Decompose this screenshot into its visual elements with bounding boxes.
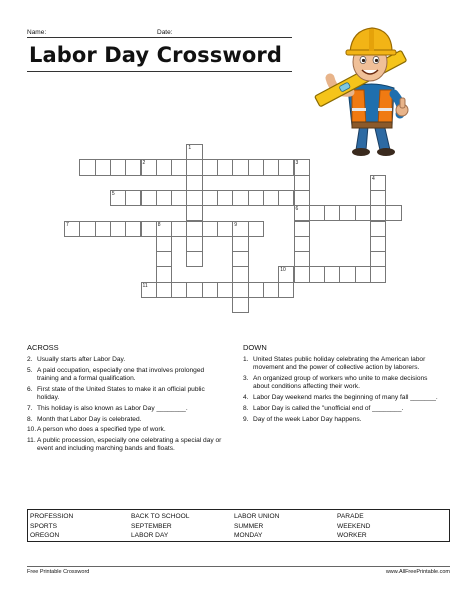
crossword-cell[interactable] bbox=[370, 251, 386, 267]
crossword-cell[interactable] bbox=[156, 251, 172, 267]
across-clue-text: This holiday is also known as Labor Day ________. bbox=[37, 404, 188, 412]
crossword-cell[interactable] bbox=[171, 159, 187, 175]
across-clue-number: 11. bbox=[27, 437, 36, 445]
word-bank-word: WEEKEND bbox=[337, 522, 371, 530]
crossword-cell[interactable] bbox=[232, 221, 248, 237]
crossword-cell[interactable] bbox=[217, 282, 233, 298]
down-clue bbox=[243, 394, 443, 402]
crossword-cell[interactable] bbox=[370, 175, 386, 191]
crossword-cell-number: 10 bbox=[280, 267, 286, 274]
word-bank-word: MONDAY bbox=[234, 532, 263, 540]
crossword-cell[interactable] bbox=[232, 190, 248, 206]
crossword-cell[interactable] bbox=[232, 266, 248, 282]
across-heading: ACROSS bbox=[27, 343, 59, 352]
crossword-cell[interactable] bbox=[202, 221, 218, 237]
crossword-cell[interactable] bbox=[248, 190, 264, 206]
down-clue-number: 9. bbox=[243, 415, 249, 423]
crossword-cell[interactable] bbox=[278, 282, 294, 298]
word-bank-word: OREGON bbox=[30, 532, 60, 540]
down-heading: DOWN bbox=[243, 343, 267, 352]
crossword-cell[interactable] bbox=[263, 282, 279, 298]
construction-worker-illustration bbox=[308, 22, 420, 158]
down-clue-text: Day of the week Labor Day happens. bbox=[253, 415, 362, 423]
crossword-cell-number: 5 bbox=[111, 190, 115, 197]
crossword-cell[interactable] bbox=[217, 159, 233, 175]
crossword-cell[interactable] bbox=[186, 205, 202, 221]
crossword-cell[interactable] bbox=[141, 282, 157, 298]
crossword-cell[interactable] bbox=[294, 266, 310, 282]
crossword-cell[interactable] bbox=[110, 159, 126, 175]
word-bank-word: LABOR DAY bbox=[131, 532, 169, 540]
crossword-cell[interactable] bbox=[171, 190, 187, 206]
crossword-cell[interactable] bbox=[370, 266, 386, 282]
crossword-cell[interactable] bbox=[156, 190, 172, 206]
word-bank-column bbox=[234, 512, 279, 541]
crossword-cell[interactable] bbox=[294, 205, 310, 221]
across-clue-number: 2. bbox=[27, 356, 33, 363]
crossword-cell[interactable] bbox=[232, 251, 248, 267]
crossword-cell[interactable] bbox=[232, 282, 248, 298]
crossword-cell[interactable] bbox=[232, 297, 248, 313]
crossword-cell-number: 9 bbox=[234, 221, 238, 228]
crossword-cell-number: 2 bbox=[142, 160, 146, 167]
crossword-cell[interactable] bbox=[125, 221, 141, 237]
crossword-cell[interactable] bbox=[110, 221, 126, 237]
across-clue bbox=[27, 437, 223, 453]
word-bank-word: SUMMER bbox=[234, 522, 264, 530]
down-clue-number: 3. bbox=[243, 375, 249, 382]
crossword-cell-number: 8 bbox=[157, 221, 161, 228]
down-clue bbox=[243, 375, 443, 391]
crossword-cell[interactable] bbox=[294, 221, 310, 237]
crossword-cell[interactable] bbox=[309, 266, 325, 282]
crossword-cell[interactable] bbox=[294, 175, 310, 191]
across-clue bbox=[27, 426, 223, 434]
crossword-cell[interactable] bbox=[186, 144, 202, 160]
crossword-cell[interactable] bbox=[248, 282, 264, 298]
crossword-cell[interactable] bbox=[79, 221, 95, 237]
down-clue bbox=[243, 416, 443, 424]
crossword-cell[interactable] bbox=[278, 159, 294, 175]
crossword-cell[interactable] bbox=[171, 282, 187, 298]
crossword-cell[interactable] bbox=[339, 266, 355, 282]
crossword-cell[interactable] bbox=[355, 205, 371, 221]
crossword-grid bbox=[64, 144, 396, 304]
crossword-cell[interactable] bbox=[278, 190, 294, 206]
across-clue-text: A public procession, especially one celebrating a special day or event and including marching bands and floats. bbox=[37, 437, 222, 453]
across-clue-text: Month that Labor Day is celebrated. bbox=[37, 415, 142, 423]
across-clue bbox=[27, 416, 223, 424]
crossword-cell[interactable] bbox=[370, 205, 386, 221]
crossword-cell[interactable] bbox=[217, 221, 233, 237]
crossword-cell[interactable] bbox=[95, 159, 111, 175]
down-clue-number: 4. bbox=[243, 394, 249, 401]
word-bank-column bbox=[131, 512, 189, 541]
crossword-cell[interactable] bbox=[263, 159, 279, 175]
crossword-cell[interactable] bbox=[156, 221, 172, 237]
crossword-cell-number: 1 bbox=[188, 145, 192, 151]
down-clue-text: An organized group of workers who unite to make decisions about conditions affecting their work. bbox=[253, 375, 428, 391]
footer-website-link[interactable]: www.AllFreePrintable.com bbox=[385, 569, 450, 575]
word-bank-word: WORKER bbox=[337, 532, 367, 540]
word-bank-word: PROFESSION bbox=[30, 513, 74, 520]
across-clue bbox=[27, 367, 223, 383]
crossword-cell[interactable] bbox=[202, 159, 218, 175]
across-clue-number: 10. bbox=[27, 426, 37, 434]
footer-left-text: Free Printable Crossword bbox=[27, 569, 90, 575]
crossword-cell[interactable] bbox=[95, 221, 111, 237]
crossword-cell[interactable] bbox=[171, 221, 187, 237]
crossword-cell[interactable] bbox=[202, 190, 218, 206]
crossword-cell[interactable] bbox=[385, 205, 401, 221]
title-underline bbox=[27, 71, 292, 72]
crossword-cell[interactable] bbox=[64, 221, 80, 237]
word-bank-column bbox=[30, 512, 73, 541]
crossword-cell[interactable] bbox=[79, 159, 95, 175]
crossword-cell[interactable] bbox=[232, 236, 248, 252]
across-clue-number: 5. bbox=[27, 366, 33, 374]
crossword-cell[interactable] bbox=[294, 159, 310, 175]
down-clue-text: Labor Day weekend marks the beginning of many fall _______. bbox=[253, 394, 438, 401]
word-bank-word: SEPTEMBER bbox=[131, 522, 172, 530]
crossword-cell[interactable] bbox=[324, 205, 340, 221]
crossword-cell[interactable] bbox=[125, 190, 141, 206]
across-clue-text: A person who does a specified type of work. bbox=[37, 426, 166, 434]
across-clue-list bbox=[27, 356, 223, 456]
crossword-cell-number: 4 bbox=[372, 175, 375, 182]
crossword-cell[interactable] bbox=[309, 205, 325, 221]
crossword-cell[interactable] bbox=[339, 205, 355, 221]
crossword-cell[interactable] bbox=[263, 190, 279, 206]
crossword-cell[interactable] bbox=[186, 159, 202, 175]
crossword-cell-number: 7 bbox=[66, 221, 69, 228]
word-bank-column bbox=[337, 512, 370, 541]
across-clue-number: 7. bbox=[27, 404, 33, 412]
down-clue-text: United States public holiday celebrating the American labor movement and the power of collective action by laborers. bbox=[253, 356, 426, 372]
crossword-cell-number: 3 bbox=[295, 160, 299, 167]
crossword-cell[interactable] bbox=[156, 159, 172, 175]
date-label: Date: bbox=[157, 29, 173, 36]
across-clue bbox=[27, 386, 223, 402]
crossword-cell[interactable] bbox=[110, 190, 126, 206]
word-bank-word: SPORTS bbox=[30, 522, 57, 530]
crossword-cell[interactable] bbox=[370, 236, 386, 252]
word-bank-word: BACK TO SCHOOL bbox=[131, 513, 190, 520]
crossword-cell[interactable] bbox=[294, 236, 310, 252]
crossword-cell[interactable] bbox=[248, 221, 264, 237]
crossword-cell[interactable] bbox=[294, 190, 310, 206]
crossword-cell[interactable] bbox=[202, 282, 218, 298]
down-clue-number: 1. bbox=[243, 356, 249, 363]
crossword-cell[interactable] bbox=[186, 221, 202, 237]
footer-rule bbox=[27, 566, 450, 567]
across-clue-number: 8. bbox=[27, 415, 33, 423]
crossword-cell[interactable] bbox=[186, 175, 202, 191]
down-clue-number: 8. bbox=[243, 404, 249, 412]
crossword-cell[interactable] bbox=[248, 159, 264, 175]
crossword-cell[interactable] bbox=[294, 251, 310, 267]
down-clue-list bbox=[243, 356, 443, 426]
crossword-cell[interactable] bbox=[217, 190, 233, 206]
crossword-cell[interactable] bbox=[186, 282, 202, 298]
crossword-cell[interactable] bbox=[232, 159, 248, 175]
crossword-cell[interactable] bbox=[156, 282, 172, 298]
word-bank-word: PARADE bbox=[337, 513, 364, 520]
page-title: Labor Day Crossword bbox=[29, 43, 282, 67]
crossword-cell[interactable] bbox=[370, 190, 386, 206]
across-clue-text: First state of the United States to make it an official public holiday. bbox=[37, 385, 205, 401]
crossword-cell-number: 6 bbox=[295, 206, 299, 213]
word-bank-word: LABOR UNION bbox=[234, 513, 280, 520]
crossword-cell[interactable] bbox=[156, 236, 172, 252]
crossword-cell[interactable] bbox=[355, 266, 371, 282]
crossword-cell[interactable] bbox=[186, 251, 202, 267]
across-clue-number: 6. bbox=[27, 385, 33, 393]
word-bank bbox=[27, 509, 450, 542]
down-clue-text: Labor Day is called the "unofficial end of ________. bbox=[253, 404, 404, 412]
crossword-cell[interactable] bbox=[186, 190, 202, 206]
crossword-cell[interactable] bbox=[141, 221, 157, 237]
across-clue bbox=[27, 405, 223, 413]
down-clue bbox=[243, 405, 443, 413]
across-clue bbox=[27, 356, 223, 364]
across-clue-text: A paid occupation, especially one that involves prolonged training and a formal qualification. bbox=[37, 366, 205, 382]
crossword-cell[interactable] bbox=[370, 221, 386, 237]
crossword-cell[interactable] bbox=[125, 159, 141, 175]
crossword-cell[interactable] bbox=[141, 159, 157, 175]
crossword-cell[interactable] bbox=[141, 190, 157, 206]
name-label: Name: bbox=[27, 29, 47, 36]
crossword-cell[interactable] bbox=[324, 266, 340, 282]
name-line bbox=[27, 37, 292, 38]
across-clue-text: Usually starts after Labor Day. bbox=[37, 356, 126, 363]
crossword-cell[interactable] bbox=[156, 266, 172, 282]
crossword-cell-number: 11 bbox=[142, 282, 148, 289]
crossword-cell[interactable] bbox=[186, 236, 202, 252]
crossword-cell[interactable] bbox=[278, 266, 294, 282]
down-clue bbox=[243, 356, 443, 372]
